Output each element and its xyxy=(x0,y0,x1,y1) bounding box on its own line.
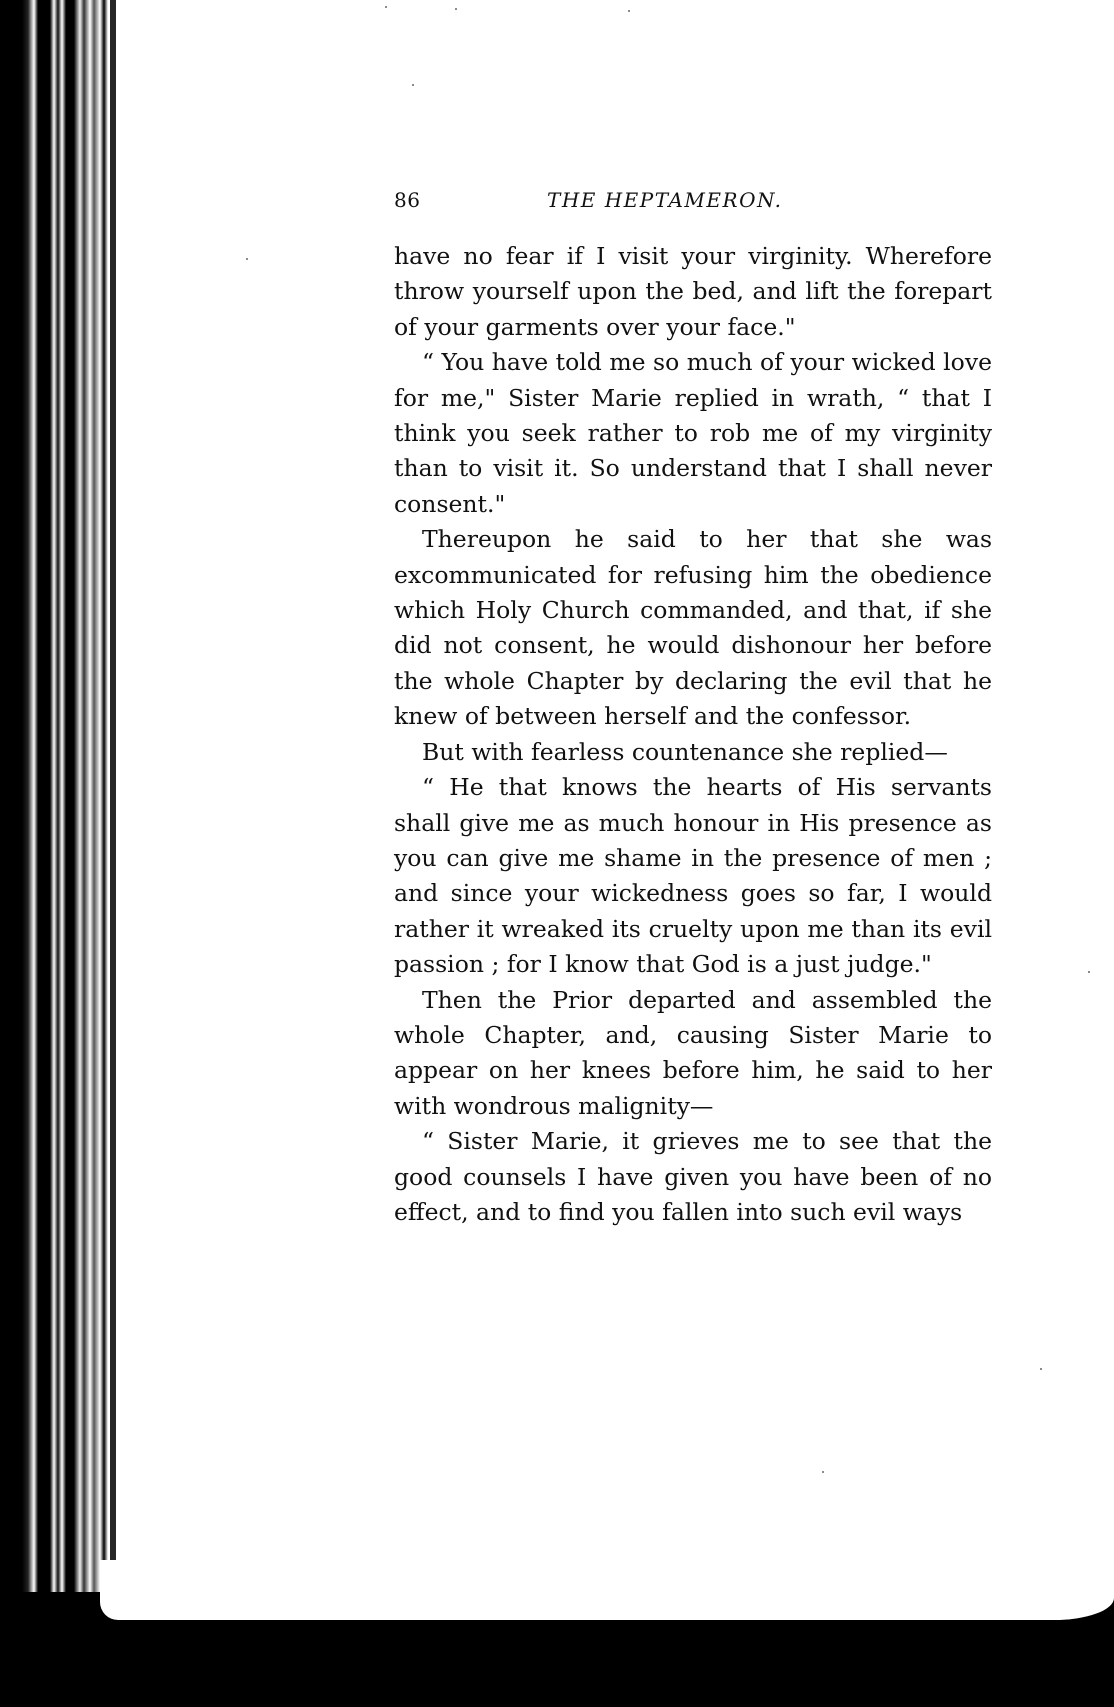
paragraph: Thereupon he said to her that she was excommunicated for refusing him the obedience which Holy Church commanded, and that, if she did not consent, he would dishonour her before the whole Chapter by declaring the evil that he knew of between herself and the confessor. xyxy=(394,525,992,731)
paragraph: “ Sister Marie, it grieves me to see that the good counsels I have given you have been of no effect, and to find you fallen into such evil ways xyxy=(394,1127,992,1226)
paragraph: Then the Prior departed and assembled the whole Chapter, and, causing Sister Marie to appear on her knees before him, he said to her with wondrous malignity— xyxy=(394,985,992,1120)
scan-speck xyxy=(385,6,387,8)
scan-speck xyxy=(628,10,630,12)
scan-speck xyxy=(1088,971,1090,973)
paragraph: “ He that knows the hearts of His servants shall give me as much honour in His presence as you can give me shame in the presence of men ; and since your wickedness goes so far, I would rather it wreaked its cruelty upon me than its evil passion ; for I know that God is a just judge." xyxy=(394,773,992,979)
page-bottom-curve xyxy=(100,1560,1114,1620)
scan-speck xyxy=(412,84,414,86)
scan-speck xyxy=(246,258,248,260)
book-spine-edge xyxy=(0,0,120,1707)
scan-speck xyxy=(455,8,457,10)
page-number: 86 xyxy=(394,188,421,212)
scan-speck xyxy=(822,1471,824,1473)
page-header xyxy=(394,188,994,218)
spine-shadow xyxy=(110,0,116,1600)
paragraph: have no fear if I visit your virginity. Wherefore throw yourself upon the bed, and lift the forepart of your garments over your face." xyxy=(394,242,992,341)
paragraph: “ You have told me so much of your wicked love for me," Sister Marie replied in wrath, “ that I think you seek rather to rob me of my virginity than to visit it. So understand that I shall never consent." xyxy=(394,348,992,518)
scan-speck xyxy=(1040,1368,1042,1370)
running-title: THE HEPTAMERON. xyxy=(547,188,783,212)
body-text xyxy=(394,239,992,1230)
paragraph: But with fearless countenance she replied— xyxy=(422,737,948,766)
